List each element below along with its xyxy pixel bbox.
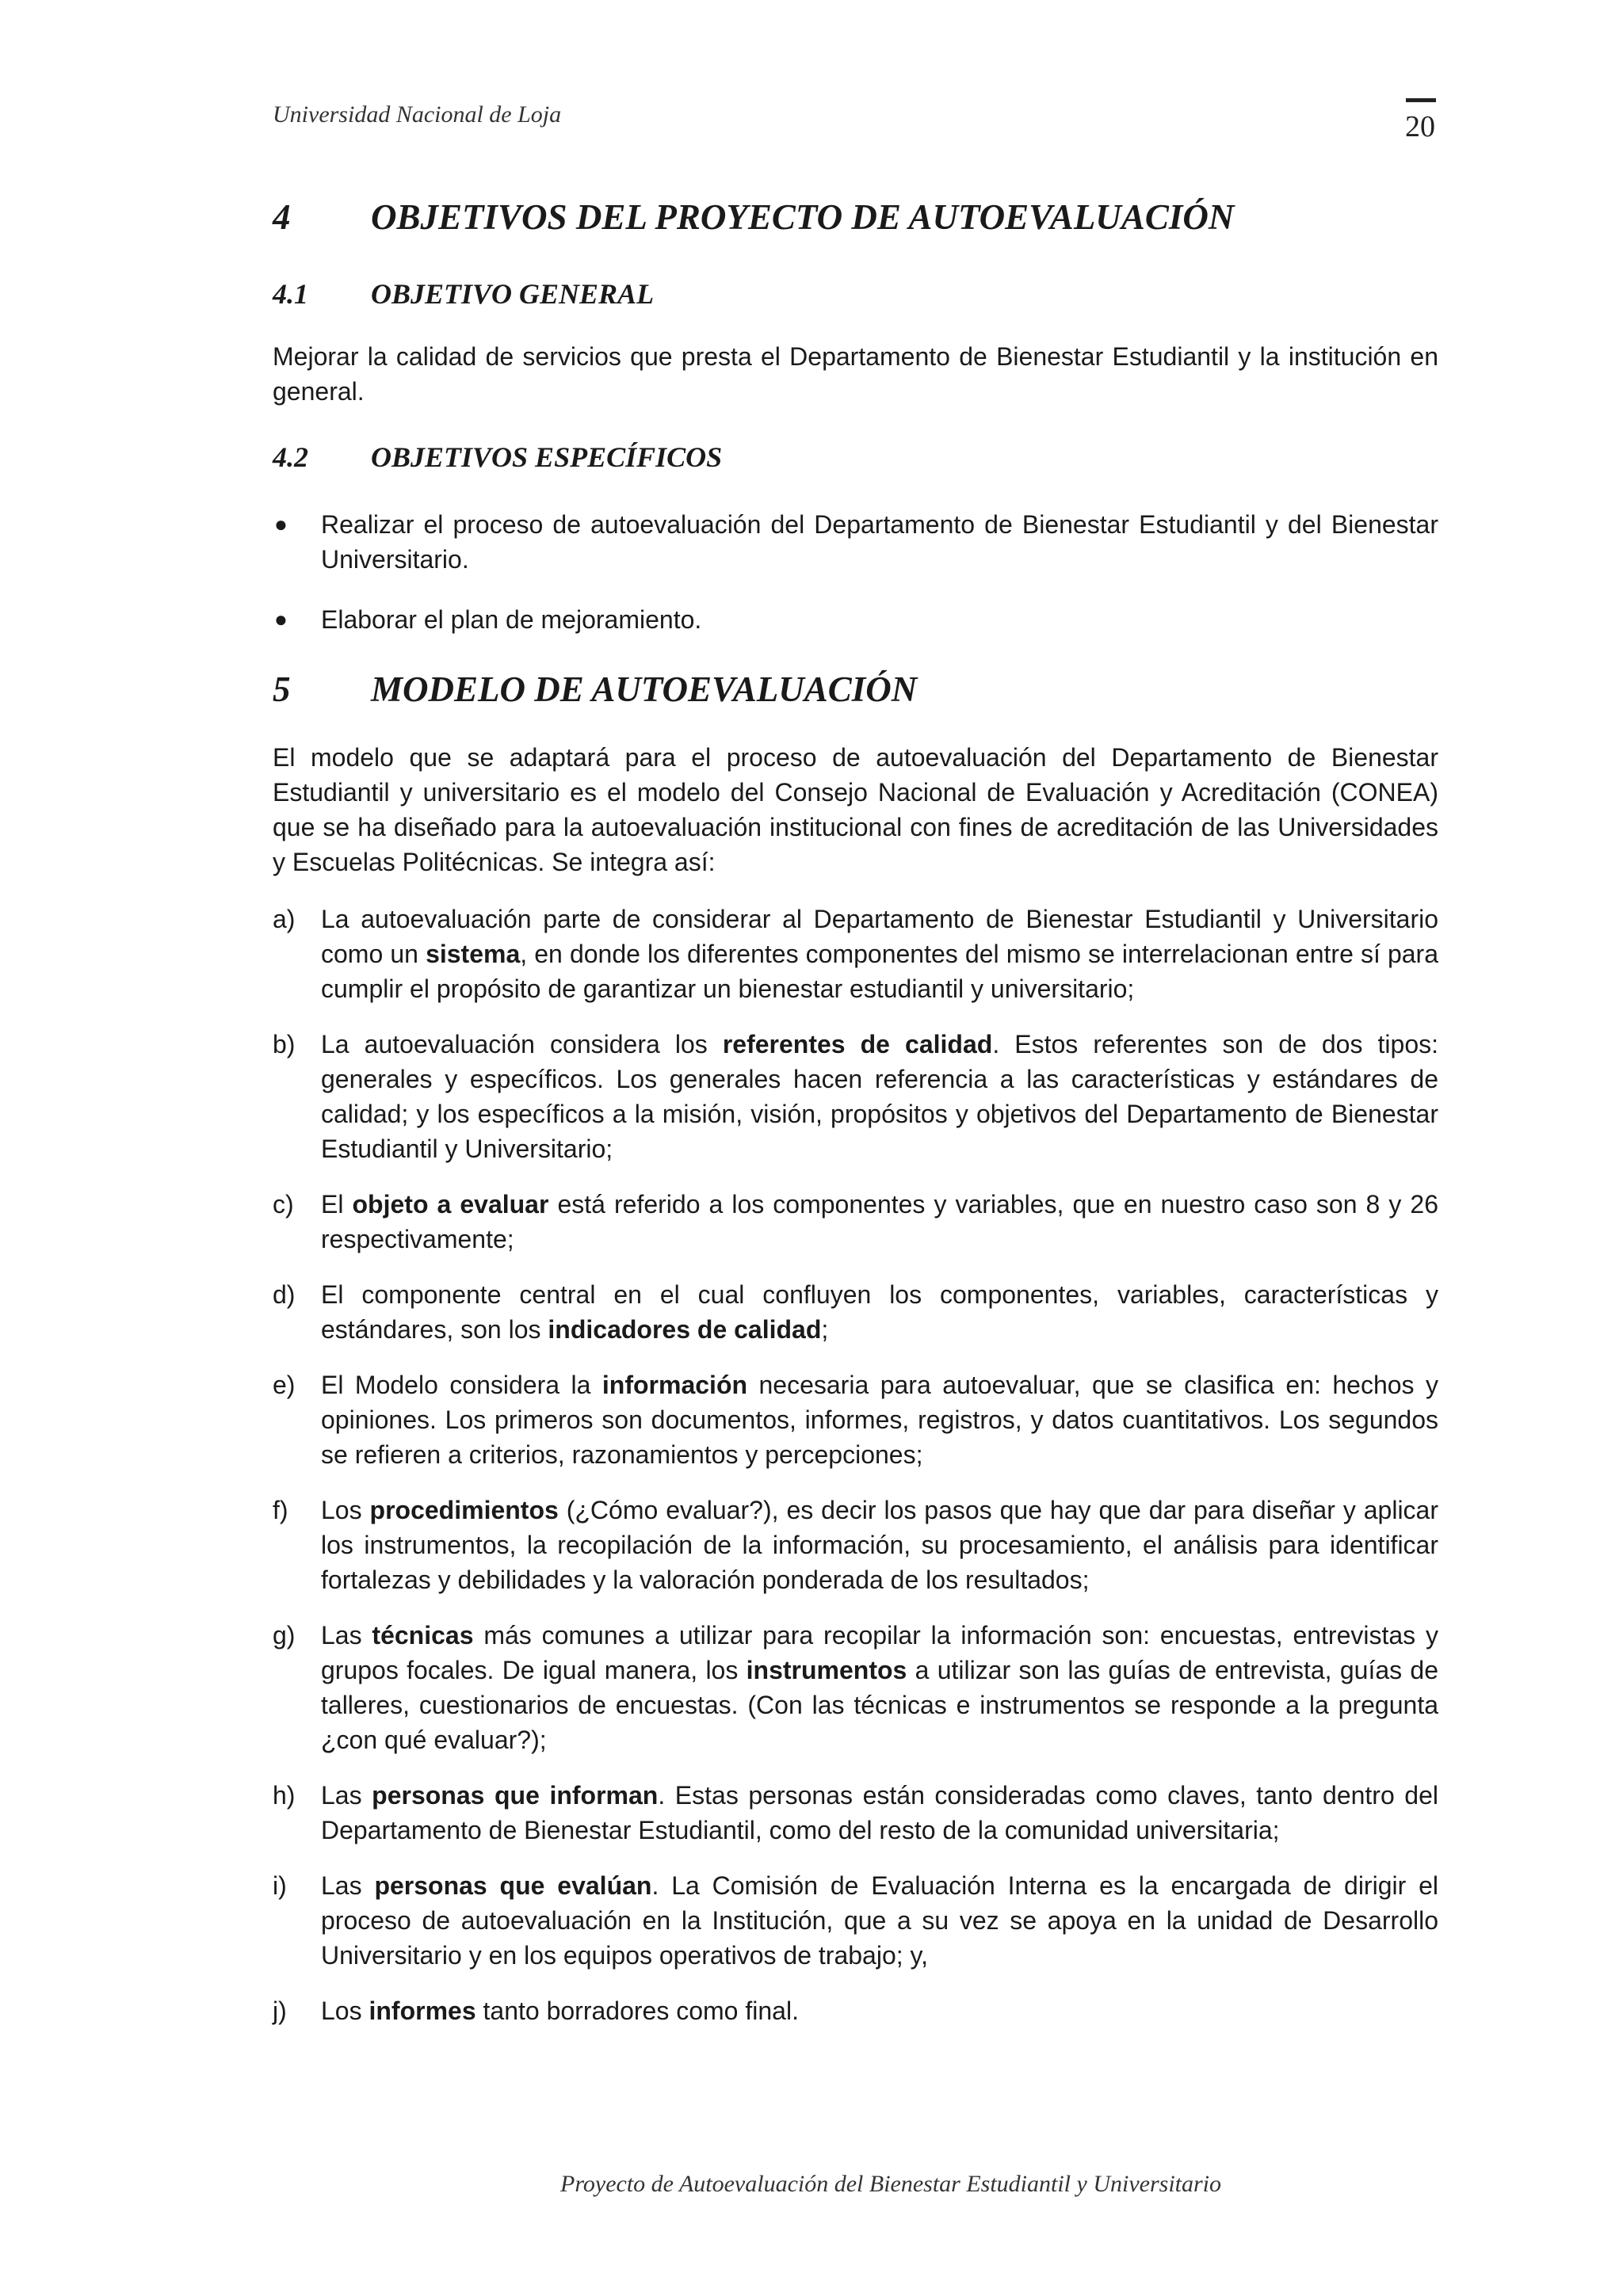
list-item-h xyxy=(273,1778,1438,1848)
list-text: La autoevaluación considera los referentes de calidad. Estos referentes son de dos tipos: generales y específicos. Los generales hacen referencia a las características y estándares de calidad; y los específicos a la misión, visión, propósitos y objetivos del Departamento de Bienestar Estudiantil y Universitario; xyxy=(321,1030,1438,1163)
list-item-a xyxy=(273,902,1438,1006)
section-5-number: 5 xyxy=(273,669,291,709)
list-text: Las personas que informan. Estas personas están consideradas como claves, tanto dentro del Departamento de Bienestar Estudiantil, como del resto de la comunidad universitaria; xyxy=(321,1781,1439,1844)
list-item-d xyxy=(273,1277,1438,1347)
list-marker: i) xyxy=(273,1871,287,1900)
objetivo-general-text: Mejorar la calidad de servicios que presta el Departamento de Bienestar Estudiantil y la institución en general. xyxy=(273,342,1438,406)
page-number: 20 xyxy=(1405,110,1435,143)
list-item-f xyxy=(273,1493,1438,1597)
list-text: Los informes tanto borradores como final. xyxy=(321,1997,799,2025)
list-item-c xyxy=(273,1187,1438,1257)
bullet-text: Elaborar el plan de mejoramiento. xyxy=(321,605,702,634)
section-5-title: MODELO DE AUTOEVALUACIÓN xyxy=(371,669,918,709)
list-item-g xyxy=(273,1618,1438,1757)
list-marker: d) xyxy=(273,1280,296,1309)
section-4-2-title: OBJETIVOS ESPECÍFICOS xyxy=(371,441,723,473)
bullet-text: Realizar el proceso de autoevaluación del Departamento de Bienestar Estudiantil y del Bienestar Universitario. xyxy=(321,510,1438,574)
section-4-2-heading xyxy=(273,441,722,474)
section-4-1-heading xyxy=(273,277,654,311)
list-text: El Modelo considera la información necesaria para autoevaluar, que se clasifica en: hechos y opiniones. Los primeros son documentos, informes, registros, y datos cuantitativos. Los segundos se refieren a criterios, razonamientos y percepciones; xyxy=(321,1371,1439,1469)
list-text: El componente central en el cual confluyen los componentes, variables, características y estándares, son los indicadores de calidad; xyxy=(321,1280,1438,1344)
list-item-b xyxy=(273,1027,1438,1166)
list-marker: a) xyxy=(273,905,296,933)
header-title: Universidad Nacional de Loja xyxy=(273,101,562,128)
footer-text: Proyecto de Autoevaluación del Bienestar Estudiantil y Universitario xyxy=(560,2171,1221,2197)
bullet-item xyxy=(273,507,1438,577)
section-4-number: 4 xyxy=(273,197,291,237)
list-marker: f) xyxy=(273,1496,288,1524)
list-marker: c) xyxy=(273,1190,294,1219)
section-4-2-number: 4.2 xyxy=(273,441,308,473)
bullet-item xyxy=(273,602,1438,637)
list-item-i xyxy=(273,1868,1438,1973)
list-marker: e) xyxy=(273,1371,296,1399)
list-marker: b) xyxy=(273,1030,296,1058)
section-4-heading xyxy=(273,196,1234,238)
list-text: Las técnicas más comunes a utilizar para recopilar la información son: encuestas, entrevistas y grupos focales. De igual manera, los instrumentos a utilizar son las guías de entrevista, guías de talleres, cuestionarios de encuestas. (Con las técnicas e instrumentos se responde a la pregunta ¿con qué evaluar?); xyxy=(321,1621,1439,1754)
list-text: Los procedimientos (¿Cómo evaluar?), es decir los pasos que hay que dar para diseñar y aplicar los instrumentos, la recopilación de la información, su procesamiento, el análisis para identificar fortalezas y debilidades y la valoración ponderada de los resultados; xyxy=(321,1496,1439,1594)
section-5-heading xyxy=(273,669,917,710)
page-number-rule xyxy=(1406,98,1436,102)
section-4-title: OBJETIVOS DEL PROYECTO DE AUTOEVALUACIÓN xyxy=(371,197,1235,237)
list-marker: j) xyxy=(273,1997,287,2025)
list-text: La autoevaluación parte de considerar al Departamento de Bienestar Estudiantil y Universitario como un sistema, en donde los diferentes componentes del mismo se interrelacionan entre sí para cumplir el propósito de garantizar un bienestar estudiantil y universitario; xyxy=(321,905,1439,1003)
list-item-j xyxy=(273,1993,1438,2028)
bullet-icon: ● xyxy=(274,512,288,536)
list-marker: g) xyxy=(273,1621,296,1650)
modelo-intro-text: El modelo que se adaptará para el proceso de autoevaluación del Departamento de Bienestar Estudiantil y universitario es el modelo del Consejo Nacional de Evaluación y Acreditación (CONEA) que se ha diseñado para la autoevaluación institucional con fines de acreditación de las Universidades y Escuelas Politécnicas. Se integra así: xyxy=(273,743,1438,876)
list-text: El objeto a evaluar está referido a los componentes y variables, que en nuestro caso son 8 y 26 respectivamente; xyxy=(321,1190,1439,1253)
bullet-icon: ● xyxy=(274,607,288,631)
list-text: Las personas que evalúan. La Comisión de Evaluación Interna es la encargada de dirigir el proceso de autoevaluación en la Institución, que a su vez se apoya en la unidad de Desarrollo Universitario y en los equipos operativos de trabajo; y, xyxy=(321,1871,1439,1970)
list-marker: h) xyxy=(273,1781,296,1810)
section-4-1-title: OBJETIVO GENERAL xyxy=(371,278,655,310)
list-item-e xyxy=(273,1367,1438,1472)
section-4-1-number: 4.1 xyxy=(273,278,308,310)
